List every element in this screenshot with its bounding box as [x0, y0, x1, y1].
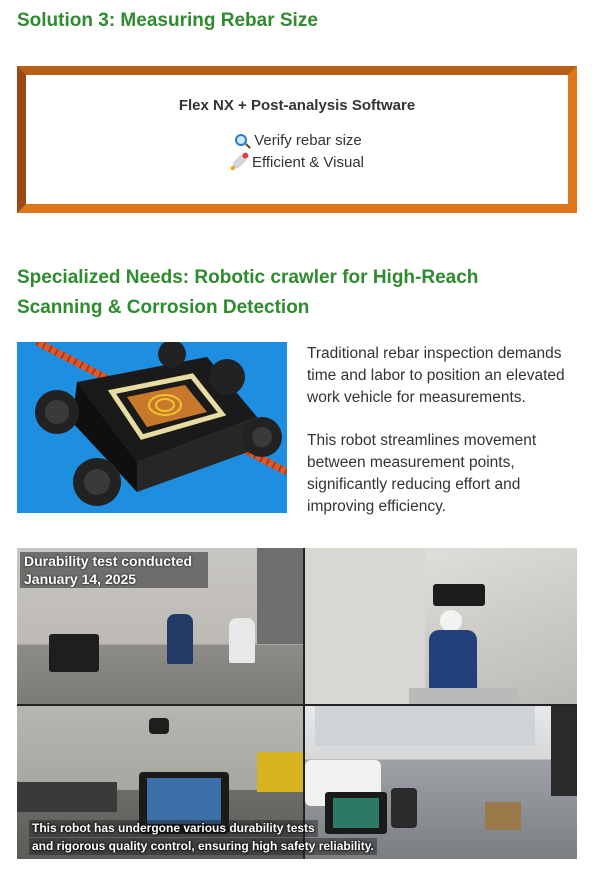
magnifying-glass-icon [232, 130, 250, 152]
callout-line-text: Efficient & Visual [251, 154, 364, 171]
photo-worker-overhead-scan [305, 548, 577, 704]
photo-caption-reliability [29, 820, 377, 856]
caption-line: This robot has undergone various durability tests [29, 820, 318, 837]
caption-line: and rigorous quality control, ensuring high safety reliability. [29, 838, 377, 855]
durability-test-photo-collage [17, 548, 577, 859]
callout-line-text: Verify rebar size [254, 132, 362, 149]
callout-line-verify [26, 130, 568, 152]
photo-caption-date [20, 552, 208, 588]
description-paragraph: Traditional rebar inspection demands time and labor to position an elevated work vehicle for measurements. [307, 345, 565, 406]
callout-title: Flex NX + Post-analysis Software [178, 97, 416, 114]
description-paragraph: This robot streamlines movement between measurement points, significantly reducing effort and improving efficiency. [307, 432, 537, 515]
robot-crawler-illustration [17, 342, 287, 513]
solution-callout-box [17, 66, 577, 213]
caption-text: Durability test conducted January 14, 2025 [24, 553, 193, 587]
callout-line-efficient [26, 152, 568, 174]
specialized-description [307, 343, 582, 518]
rocket-icon [230, 152, 248, 174]
section-title-solution: Solution 3: Measuring Rebar Size [17, 10, 318, 31]
section-title-specialized: Specialized Needs: Robotic crawler for High-Reach Scanning & Corrosion Detection [17, 267, 479, 318]
